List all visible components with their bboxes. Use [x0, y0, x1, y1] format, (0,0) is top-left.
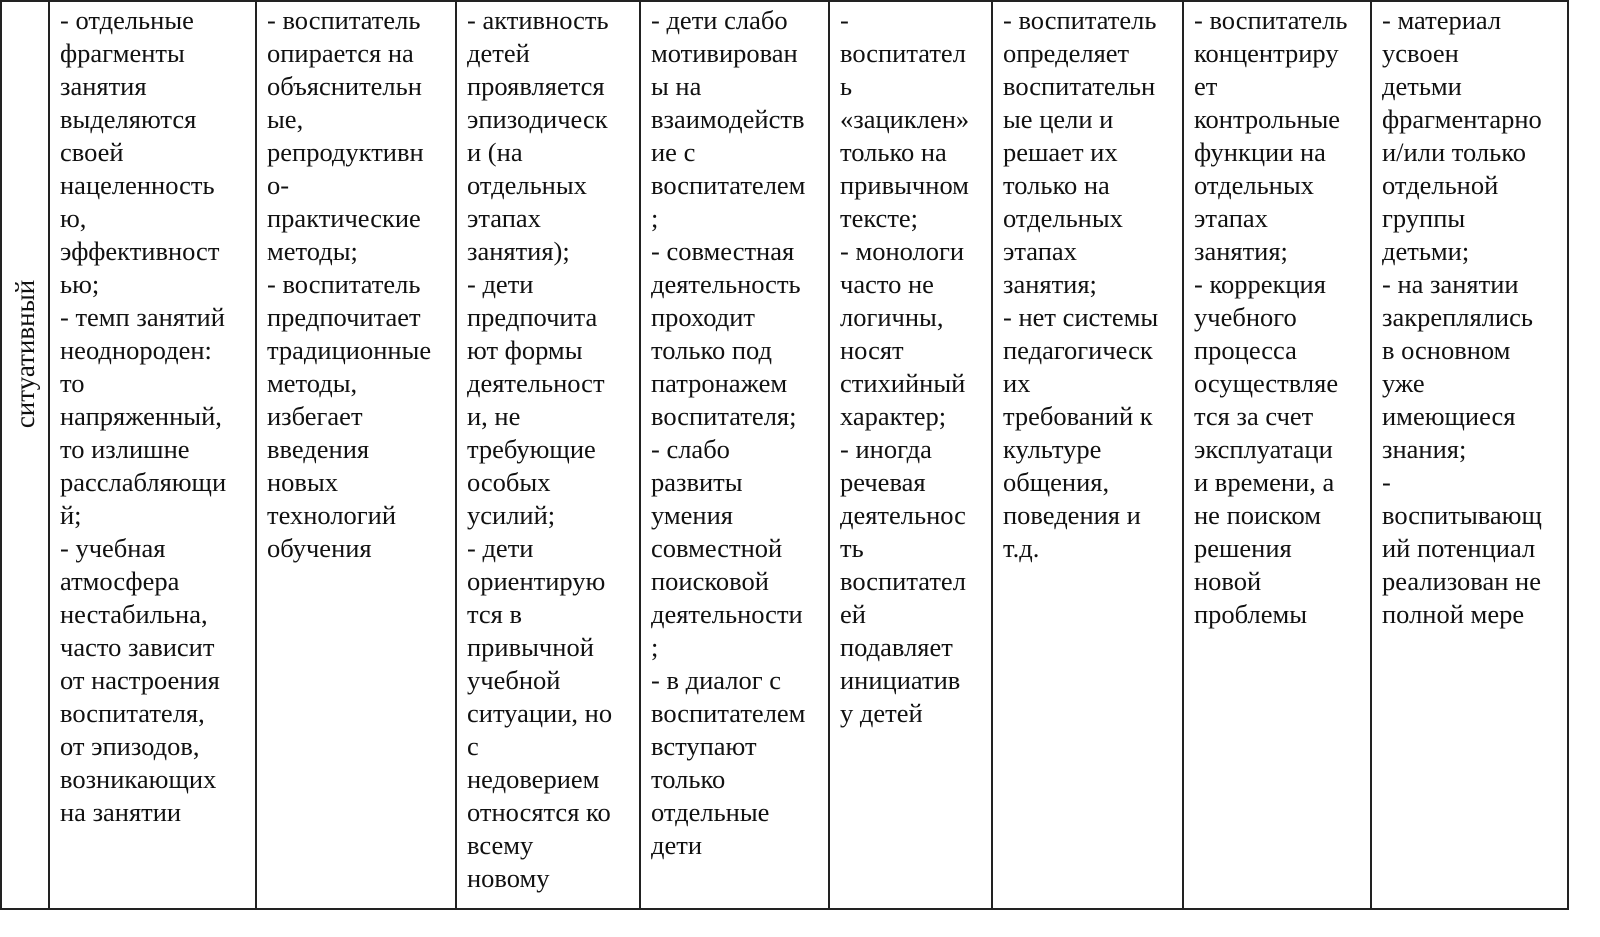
cell-text-line: - коррекция: [1194, 269, 1326, 299]
cell-text-line: ий потенциал: [1382, 533, 1536, 563]
cell-text-line: - дети: [467, 533, 534, 563]
cell-text-line: и (на: [467, 137, 523, 167]
cell-text-line: патронажем: [651, 368, 788, 398]
table-cell-organization: [49, 1, 256, 909]
cell-text-line: - темп занятий: [60, 302, 225, 332]
cell-text-line: -: [1382, 467, 1391, 497]
cell-text-line: реализован не: [1382, 566, 1541, 596]
cell-text-line: учебного: [1194, 302, 1297, 332]
cell-text-line: ю,: [60, 203, 87, 233]
cell-text-line: новому: [467, 863, 550, 893]
cell-text-line: «зациклен»: [840, 104, 970, 134]
cell-text-line: часто не: [840, 269, 934, 299]
cell-text-line: носят: [840, 335, 904, 365]
cell-text-line: атмосфера: [60, 566, 180, 596]
cell-text-line: эпизодическ: [467, 104, 608, 134]
cell-text-line: объяснительн: [267, 71, 422, 101]
cell-text-line: репродуктивн: [267, 137, 424, 167]
cell-text-line: деятельности: [651, 599, 803, 629]
cell-text-line: введения: [267, 434, 370, 464]
cell-text-line: - воспитатель: [1003, 5, 1157, 35]
cell-text-line: своей: [60, 137, 124, 167]
cell-text-line: учебной: [467, 665, 561, 695]
cell-text-line: от настроения: [60, 665, 220, 695]
cell-text-line: тся за счет: [1194, 401, 1314, 431]
cell-text-line: функции на: [1194, 137, 1326, 167]
cell-text-line: группы: [1382, 203, 1466, 233]
cell-text-line: й;: [60, 500, 82, 530]
cell-text-line: выделяются: [60, 104, 197, 134]
cell-text-line: ют формы: [467, 335, 583, 365]
cell-text-line: воспитывающ: [1382, 500, 1542, 530]
table-cell-methods: [256, 1, 456, 909]
cell-text-line: умения: [651, 500, 733, 530]
cell-text-line: требований к: [1003, 401, 1153, 431]
cell-text-line: фрагментарно: [1382, 104, 1542, 134]
cell-text-line: ;: [651, 203, 659, 233]
cell-text-line: воспитателя,: [60, 698, 205, 728]
cell-text-line: ей: [840, 599, 866, 629]
cell-text-line: тся в: [467, 599, 522, 629]
cell-text-line: эффективност: [60, 236, 220, 266]
cell-text-line: эксплуатаци: [1194, 434, 1333, 464]
cell-text-line: решения: [1194, 533, 1292, 563]
cell-text-line: воспитателем: [651, 698, 806, 728]
cell-text-line: детьми: [1382, 71, 1462, 101]
cell-text-line: предпочитает: [267, 302, 421, 332]
cell-text-line: избегает: [267, 401, 363, 431]
cell-text-line: опирается на: [267, 38, 414, 68]
cell-text-line: технологий: [267, 500, 397, 530]
cell-text-line: этапах: [467, 203, 541, 233]
cell-text-line: ;: [651, 632, 659, 662]
cell-text-line: речевая: [840, 467, 926, 497]
cell-text-line: воспитателем: [651, 170, 806, 200]
cell-text-line: инициатив: [840, 665, 961, 695]
cell-text-line: практические: [267, 203, 421, 233]
cell-text-line: мотивирован: [651, 38, 798, 68]
cell-text-line: тексте;: [840, 203, 919, 233]
cell-text-line: вступают: [651, 731, 757, 761]
cell-text-line: то излишне: [60, 434, 190, 464]
cell-text-line: логичны,: [840, 302, 944, 332]
cell-text-line: усилий;: [467, 500, 556, 530]
cell-text-line: - монологи: [840, 236, 965, 266]
cell-text-line: привычном: [840, 170, 969, 200]
cell-text-line: не поиском: [1194, 500, 1321, 530]
cell-text-line: возникающих: [60, 764, 217, 794]
cell-text-line: деятельнос: [840, 500, 966, 530]
table-cell-control: [1183, 1, 1371, 909]
cell-text-line: обучения: [267, 533, 372, 563]
cell-text-line: ситуации, но: [467, 698, 613, 728]
cell-text-line: занятия);: [467, 236, 570, 266]
row-label: ситуативный: [10, 279, 40, 429]
cell-text-line: нацеленность: [60, 170, 215, 200]
cell-text-line: уже: [1382, 368, 1425, 398]
cell-text-line: нестабильна,: [60, 599, 208, 629]
cell-text-line: занятия;: [1003, 269, 1097, 299]
cell-text-line: культуре: [1003, 434, 1102, 464]
cell-text-line: ые цели и: [1003, 104, 1114, 134]
table-cell-children-activity: [456, 1, 640, 909]
cell-text-line: - нет системы: [1003, 302, 1159, 332]
cell-text-line: методы;: [267, 236, 358, 266]
cell-text-line: и, не: [467, 401, 521, 431]
cell-text-line: воспитателя;: [651, 401, 797, 431]
cell-text-line: отдельных: [1194, 170, 1314, 200]
cell-text-line: имеющиеся: [1382, 401, 1516, 431]
cell-text-line: ть: [840, 533, 864, 563]
cell-text-line: неоднороден:: [60, 335, 212, 365]
cell-text-line: концентриру: [1194, 38, 1339, 68]
cell-text-line: фрагменты: [60, 38, 185, 68]
cell-text-line: - дети: [467, 269, 534, 299]
cell-text-line: решает их: [1003, 137, 1118, 167]
cell-text-line: развиты: [651, 467, 743, 497]
cell-text-line: их: [1003, 368, 1031, 398]
cell-text-line: проявляется: [467, 71, 605, 101]
cell-text-line: - воспитатель: [267, 269, 421, 299]
cell-text-line: этапах: [1194, 203, 1268, 233]
cell-text-line: отдельные: [651, 797, 770, 827]
cell-text-line: характер;: [840, 401, 947, 431]
cell-text-line: контрольные: [1194, 104, 1341, 134]
cell-text-line: проблемы: [1194, 599, 1308, 629]
cell-text-line: только на: [1003, 170, 1110, 200]
cell-text-line: напряженный,: [60, 401, 222, 431]
cell-text-line: всему: [467, 830, 534, 860]
cell-text-line: только под: [651, 335, 772, 365]
cell-text-line: отдельной: [1382, 170, 1499, 200]
table-cell-educational-goals: [992, 1, 1183, 909]
cell-text-line: - в диалог с: [651, 665, 781, 695]
cell-text-line: - отдельные: [60, 5, 194, 35]
cell-text-line: ориентирую: [467, 566, 606, 596]
cell-text-line: деятельност: [467, 368, 605, 398]
table-cell-results: [1371, 1, 1568, 909]
cell-text-line: -: [840, 5, 849, 35]
table-row: [1, 1, 1568, 909]
cell-text-line: ь: [840, 71, 853, 101]
cell-text-line: - на занятии: [1382, 269, 1519, 299]
row-label-cell: [1, 1, 49, 909]
cell-text-line: занятия;: [1194, 236, 1288, 266]
cell-text-line: ет: [1194, 71, 1218, 101]
cell-text-line: с: [467, 731, 479, 761]
cell-text-line: совместной: [651, 533, 783, 563]
cell-text-line: определяет: [1003, 38, 1130, 68]
cell-text-line: - совместная: [651, 236, 795, 266]
cell-text-line: поведения и: [1003, 500, 1141, 530]
cell-text-line: ые,: [267, 104, 304, 134]
cell-text-line: и времени, а: [1194, 467, 1335, 497]
cell-text-line: от эпизодов,: [60, 731, 200, 761]
cell-text-line: - слабо: [651, 434, 730, 464]
cell-text-line: - активность: [467, 5, 609, 35]
table-cell-interaction: [640, 1, 829, 909]
cell-text-line: о-: [267, 170, 290, 200]
cell-text-line: часто зависит: [60, 632, 215, 662]
cell-text-line: поисковой: [651, 566, 769, 596]
cell-text-line: отдельных: [467, 170, 587, 200]
cell-text-line: занятия: [60, 71, 147, 101]
cell-text-line: ие с: [651, 137, 696, 167]
cell-text-line: общения,: [1003, 467, 1110, 497]
cell-text-line: - воспитатель: [267, 5, 421, 35]
cell-text-line: - иногда: [840, 434, 932, 464]
cell-text-line: - материал: [1382, 5, 1502, 35]
cell-text-line: особых: [467, 467, 551, 497]
cell-text-line: взаимодейств: [651, 104, 805, 134]
cell-text-line: детей: [467, 38, 530, 68]
cell-text-line: привычной: [467, 632, 594, 662]
cell-text-line: - дети слабо: [651, 5, 788, 35]
cell-text-line: то: [60, 368, 85, 398]
cell-text-line: отдельных: [1003, 203, 1123, 233]
cell-text-line: ью;: [60, 269, 100, 299]
cell-text-line: традиционные: [267, 335, 432, 365]
cell-text-line: этапах: [1003, 236, 1077, 266]
cell-text-line: детьми;: [1382, 236, 1470, 266]
cell-text-line: подавляет: [840, 632, 953, 662]
cell-text-line: требующие: [467, 434, 596, 464]
cell-text-line: ы на: [651, 71, 702, 101]
table-cell-speech: [829, 1, 992, 909]
cell-text-line: и/или только: [1382, 137, 1526, 167]
cell-text-line: воспитательн: [1003, 71, 1156, 101]
cell-text-line: дети: [651, 830, 703, 860]
cell-text-line: только на: [840, 137, 947, 167]
cell-text-line: - учебная: [60, 533, 166, 563]
cell-text-line: знания;: [1382, 434, 1467, 464]
cell-text-line: педагогическ: [1003, 335, 1153, 365]
cell-text-line: осуществляе: [1194, 368, 1339, 398]
cell-text-line: процесса: [1194, 335, 1297, 365]
cell-text-line: предпочита: [467, 302, 598, 332]
cell-text-line: расслабляющи: [60, 467, 227, 497]
cell-text-line: усвоен: [1382, 38, 1459, 68]
cell-text-line: т.д.: [1003, 533, 1040, 563]
cell-text-line: недоверием: [467, 764, 600, 794]
cell-text-line: относятся ко: [467, 797, 611, 827]
cell-text-line: воспитател: [840, 566, 966, 596]
cell-text-line: новых: [267, 467, 338, 497]
cell-text-line: у детей: [840, 698, 923, 728]
cell-text-line: только: [651, 764, 726, 794]
cell-text-line: на занятии: [60, 797, 182, 827]
cell-text-line: деятельность: [651, 269, 801, 299]
cell-text-line: закреплялись: [1382, 302, 1533, 332]
cell-text-line: в основном: [1382, 335, 1511, 365]
cell-text-line: методы,: [267, 368, 358, 398]
cell-text-line: проходит: [651, 302, 755, 332]
cell-text-line: стихийный: [840, 368, 966, 398]
cell-text-line: - воспитатель: [1194, 5, 1348, 35]
cell-text-line: полной мере: [1382, 599, 1525, 629]
cell-text-line: новой: [1194, 566, 1262, 596]
cell-text-line: воспитател: [840, 38, 966, 68]
